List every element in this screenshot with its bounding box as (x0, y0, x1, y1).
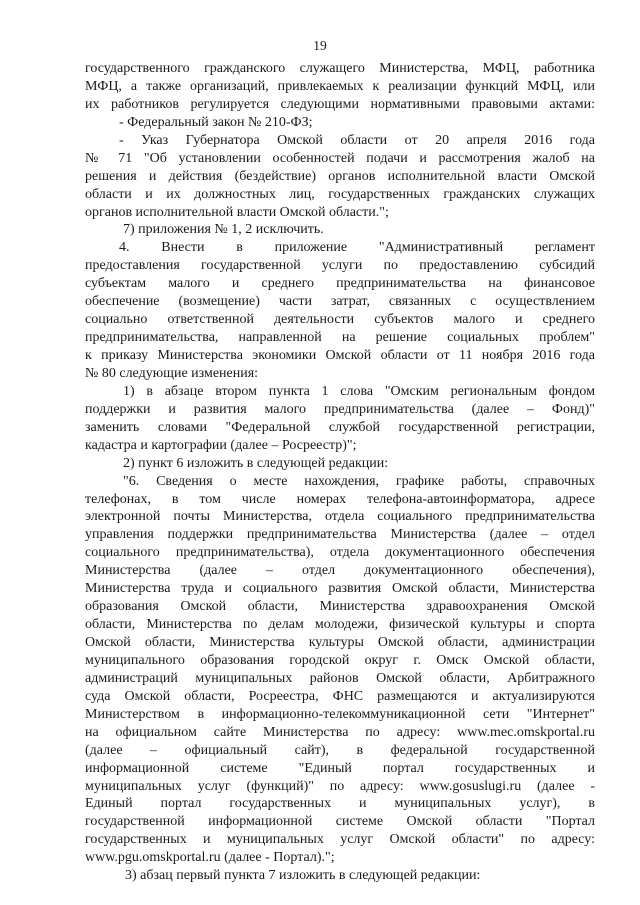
text-line: 7) приложения № 1, 2 исключить. (123, 222, 324, 238)
text-line: "6. Сведения о месте нахождения, графике работы, справочных (123, 473, 595, 489)
text-line: поддержки и развития малого предпринимательства (далее – Фонд)" (85, 401, 595, 417)
text-line: субъектам малого и среднего предпринимательства на финансовое (85, 276, 595, 292)
text-line: государственного гражданского служащего Министерства, МФЦ, работника (85, 61, 595, 76)
text-line: администраций муниципальных районов Омской области, Арбитражного (85, 670, 595, 686)
text-line: области и их должностных лиц, государственных гражданских служащих (85, 186, 595, 202)
text-line: органов исполнительной власти Омской области."; (85, 204, 389, 220)
text-line: заменить словами "Федеральной службой государственной регистрации, (85, 419, 595, 435)
text-line: их работников регулируется следующими нормативными правовыми актами: (85, 96, 595, 112)
text-line: образования Омской области, Министерства здравоохранения Омской (85, 599, 595, 615)
text-line: www.pgu.omskportal.ru (далее - Портал)."; (85, 850, 335, 866)
text-line: обеспечение (возмещение) части затрат, связанных с осуществлением (85, 294, 595, 310)
text-line: к приказу Министерства экономики Омской области от 11 ноября 2016 года (85, 348, 595, 363)
text-line: (далее – официальный сайт), в федеральной государственной (85, 742, 595, 758)
text-line: 2) пункт 6 изложить в следующей редакции: (123, 455, 389, 471)
text-line: муниципального образования городской округ г. Омск Омской области, (85, 652, 595, 668)
text-line: Министерства (далее – отдел документационного обеспечения), (85, 563, 595, 579)
text-line: социального предпринимательства), отдела документационного обеспечения (85, 545, 595, 561)
text-line: № 71 "Об установлении особенностей подачи и рассмотрения жалоб на (85, 150, 595, 166)
text-line: кадастра и картографии (далее – Росреестр)"; (85, 437, 357, 453)
text-line: управления поддержки предпринимательства Министерства (далее – отдел (85, 527, 595, 543)
text-line: предоставления государственной услуги по предоставлению субсидий (85, 258, 595, 274)
text-line: муниципальных услуг (функций)" по адресу: www.gosuslugi.ru (далее - (85, 778, 595, 794)
text-line: решения и действия (бездействие) органов исполнительной власти Омской (85, 168, 595, 184)
text-line: области, Министерства по делам молодежи, физической культуры и спорта (85, 617, 595, 633)
text-line: информационной системе "Единый портал государственных и (85, 760, 595, 776)
text-line: социально ответственной деятельности субъектов малого и среднего (85, 312, 595, 328)
text-line: - Указ Губернатора Омской области от 20 апреля 2016 года (119, 132, 595, 148)
text-line: электронной почты Министерства, отдела социального предпринимательства (85, 509, 595, 525)
text-line: Омской области, Министерства культуры Омской области, администрации (85, 635, 595, 650)
text-line: Единый портал государственных и муниципальных услуг), в (85, 796, 595, 812)
document-body (85, 60, 595, 885)
page-number: 19 (313, 38, 327, 53)
text-line: 4. Внести в приложение "Административный регламент (119, 240, 595, 256)
text-line: 1) в абзаце втором пункта 1 слова "Омским региональным фондом (123, 383, 595, 399)
text-line: Министерством в информационно-телекоммуникационной сети "Интернет" (85, 706, 595, 722)
text-line: государственной информационной системе Омской области "Портал (85, 814, 595, 830)
text-line: государственных и муниципальных услуг Омской области" по адресу: (85, 832, 595, 848)
text-line: предпринимательства, направленной на решение социальных проблем" (85, 330, 595, 346)
text-line: - Федеральный закон № 210-ФЗ; (119, 114, 313, 130)
text-line: № 80 следующие изменения: (85, 365, 259, 381)
text-line: МФЦ, а также организаций, привлекаемых к реализации функций МФЦ, или (85, 78, 595, 94)
text-line: 3) абзац первый пункта 7 изложить в следующей редакции: (125, 868, 481, 884)
text-line: суда Омской области, Росреестра, ФНС размещаются и актуализируются (85, 688, 595, 704)
text-line: телефонах, в том числе номерах телефона-автоинформатора, адресе (85, 491, 595, 507)
text-line: Министерства труда и социального развития Омской области, Министерства (85, 581, 595, 597)
text-line: на официальном сайте Министерства по адресу: www.mec.omskportal.ru (85, 724, 595, 740)
